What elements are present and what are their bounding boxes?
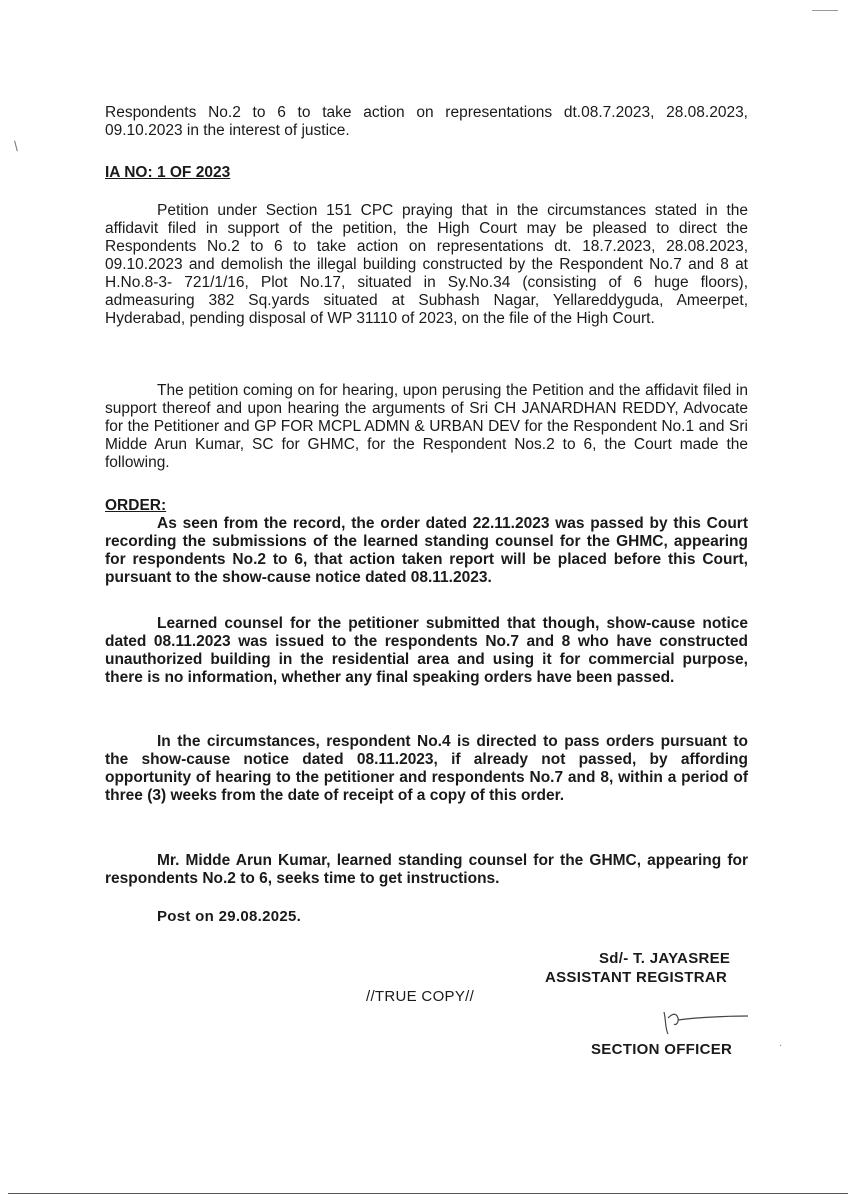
true-copy-label: //TRUE COPY// — [366, 988, 475, 1005]
order-paragraph-4: Mr. Midde Arun Kumar, learned standing counsel for the GHMC, appearing for respondents No.2 to 6, seeks time to get instructions. — [105, 852, 748, 887]
margin-tick-mark: / — [10, 138, 22, 154]
order-heading: ORDER: — [105, 497, 167, 514]
handwritten-initials — [652, 1000, 752, 1042]
order-paragraph-2: Learned counsel for the petitioner submitted that though, show-cause notice dated 08.11.2023 was issued to the respondents No.7 and 8 who have constructed unauthorized building in the residential area and using it for commercial purpose, there is no information, whether any final speaking orders have been passed. — [105, 615, 748, 686]
hearing-paragraph: The petition coming on for hearing, upon perusing the Petition and the affidavit filed in support thereof and upon hearing the arguments of Sri CH JANARDHAN REDDY, Advocate for the Petitioner and GP FOR MCPL ADMN & URBAN DEV for the Respondent No.1 and Sri Midde Arun Kumar, SC for GHMC, for the Respondent Nos.2 to 6, the Court made the following. — [105, 382, 748, 471]
signatory-title: ASSISTANT REGISTRAR — [545, 969, 728, 986]
order-paragraph-1: As seen from the record, the order dated 22.11.2023 was passed by this Court recording the submissions of the learned standing counsel for the GHMC, appearing for respondents No.2 to 6, that action taken report will be placed before this Court, pursuant to the show-cause notice dated 08.11.2023. — [105, 515, 748, 586]
order-paragraph-3: In the circumstances, respondent No.4 is directed to pass orders pursuant to the show-cause notice dated 08.11.2023, if already not passed, by affording opportunity of hearing to the petitioner and respondents No.7 and 8, within a period of three (3) weeks from the date of receipt of a copy of this order. — [105, 733, 748, 804]
page-bottom-edge — [8, 1193, 848, 1194]
signatory-name: Sd/- T. JAYASREE — [599, 950, 731, 967]
section-officer-label: SECTION OFFICER — [591, 1041, 733, 1058]
intro-paragraph: Respondents No.2 to 6 to take action on representations dt.08.7.2023, 28.08.2023, 09.10.2023 in the interest of justice. — [105, 104, 748, 139]
scan-dot: · — [779, 1040, 783, 1051]
ia-heading: IA NO: 1 OF 2023 — [105, 164, 231, 181]
ia-petition-paragraph: Petition under Section 151 CPC praying that in the circumstances stated in the affidavit filed in support of the petition, the High Court may be pleased to direct the Respondents No.2 to 6 to take action on representations dt. 18.7.2023, 28.08.2023, 09.10.2023 and demolish the illegal building constructed by the Respondent No.7 and 8 at H.No.8-3- 721/1/16, Plot No.17, situated in Sy.No.34 (consisting of 6 huge floors), admeasuring 382 Sq.yards situated at Subhash Nagar, Yellareddyguda, Ameerpet, Hyderabad, pending disposal of WP 31110 of 2023, on the file of the High Court. — [105, 202, 748, 327]
post-on-date: Post on 29.08.2025. — [157, 908, 302, 925]
scan-mark — [812, 10, 838, 11]
